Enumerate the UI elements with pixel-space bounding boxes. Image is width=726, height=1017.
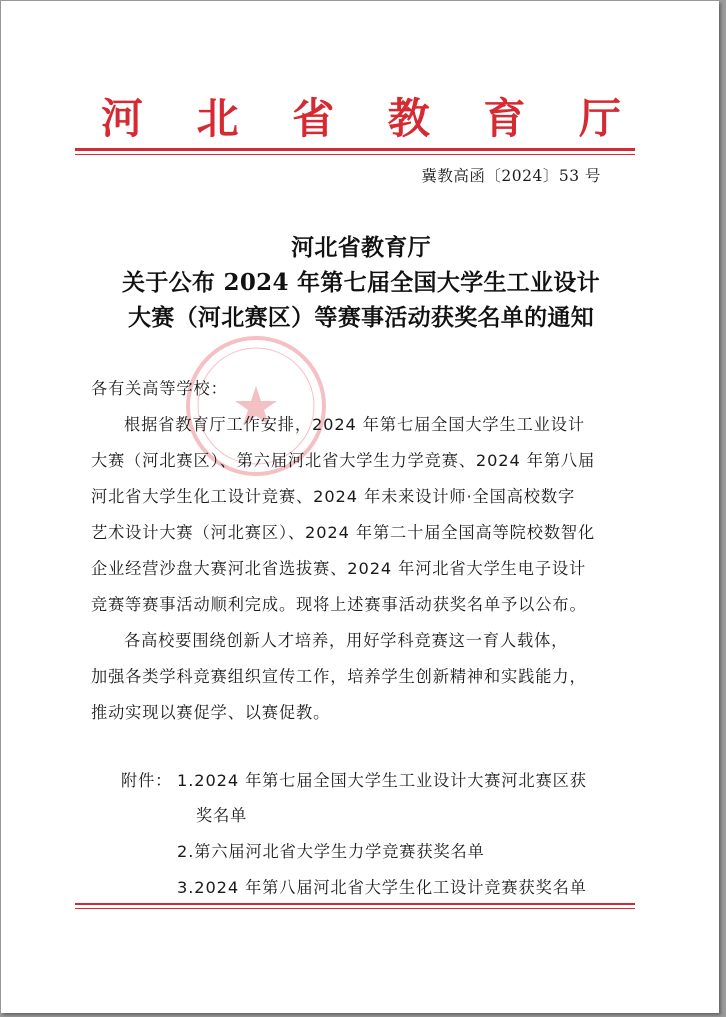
document-page <box>1 1 719 1013</box>
title-line-3: 大赛（河北赛区）等赛事活动获奖名单的通知 <box>128 304 594 331</box>
paragraph-line: 企业经营沙盘大赛河北省选拔赛、2024 年河北省大学生电子设计 <box>91 559 587 578</box>
attachment-item-continued: 奖名单 <box>196 806 248 825</box>
paragraph-line: 推动实现以赛促学、以赛促教。 <box>91 703 331 722</box>
title-issuer: 河北省教育厅 <box>291 234 431 261</box>
paragraph-line: 根据省教育厅工作安排，2024 年第七届全国大学生工业设计 <box>124 415 585 434</box>
document-number: 冀教高函〔2024〕53 号 <box>421 167 601 185</box>
letterhead-char: 教 <box>387 94 430 143</box>
attachments-label: 附件： <box>121 771 173 790</box>
letterhead-char: 河 <box>101 94 144 143</box>
paragraph-line: 各高校要围绕创新人才培养，用好学科竞赛这一育人载体， <box>124 631 569 650</box>
salutation: 各有关高等学校： <box>91 379 228 398</box>
letterhead-char: 厅 <box>578 94 621 143</box>
attachment-item: 3.2024 年第八届河北省大学生化工设计竞赛获奖名单 <box>177 878 587 897</box>
paragraph-line: 竞赛等赛事活动顺利完成。现将上述赛事活动获奖名单予以公布。 <box>91 595 587 614</box>
letterhead-char: 北 <box>196 94 239 143</box>
footer-rule-thin <box>75 908 635 909</box>
paragraph-line: 艺术设计大赛（河北赛区）、2024 年第二十届全国高等院校数智化 <box>91 523 596 542</box>
letterhead-title <box>101 91 621 141</box>
paragraph-line: 大赛（河北赛区）、第六届河北省大学生力学竞赛、2024 年第八届 <box>91 451 596 470</box>
letterhead-char: 省 <box>292 94 335 143</box>
attachment-item: 1.2024 年第七届全国大学生工业设计大赛河北赛区获 <box>177 771 587 790</box>
title-line-2: 关于公布 2024 年第七届全国大学生工业设计 <box>122 269 600 296</box>
paragraph-line: 加强各类学科竞赛组织宣传工作，培养学生创新精神和实践能力， <box>91 667 587 686</box>
letterhead-char: 育 <box>483 94 526 143</box>
letterhead-rule-thin <box>75 154 635 155</box>
letterhead-rule-thick <box>75 148 635 151</box>
paragraph-line: 河北省大学生化工设计竞赛、2024 年未来设计师·全国高校数字 <box>91 487 576 506</box>
footer-rule-thick <box>75 903 635 905</box>
attachment-item: 2.第六届河北省大学生力学竞赛获奖名单 <box>177 842 485 861</box>
